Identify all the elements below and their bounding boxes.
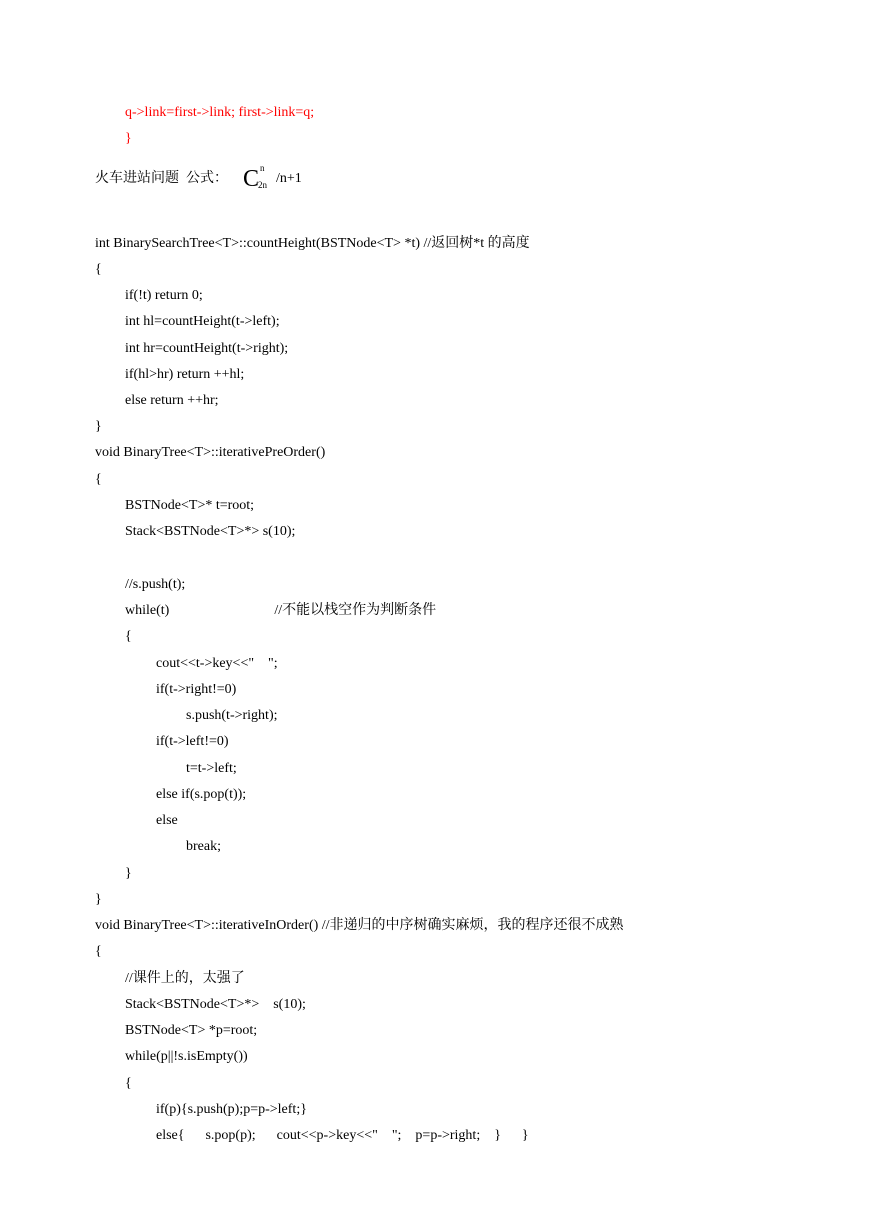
formula-label: 火车进站问题 公式： [95,171,228,186]
code-line: Stack<BSTNode<T>*> s(10); [125,997,306,1012]
code-line: if(hl>hr) return ++hl; [125,367,245,382]
formula-subscript: 2n [258,180,267,190]
code-line: { [95,472,102,487]
code-line: cout<<t->key<<" "; [156,656,278,671]
code-line: BSTNode<T> *p=root; [125,1023,258,1038]
code-line: else return ++hr; [125,393,219,408]
formula-symbol: C [243,166,260,192]
code-line: } [95,892,102,907]
code-line: if(!t) return 0; [125,288,203,303]
code-line: while(t) //不能以栈空作为判断条件 [125,603,437,618]
code-line: break; [186,839,221,854]
code-line: void BinaryTree<T>::iterativeInOrder() //非递归的中序树确实麻烦，我的程序还很不成熟 [95,918,624,933]
code-line: BSTNode<T>* t=root; [125,498,255,513]
code-line: if(t->right!=0) [156,682,237,697]
code-line: while(p||!s.isEmpty()) [125,1049,248,1064]
code-line: else [156,813,178,828]
code-line: { [125,629,132,644]
formula-tail: /n+1 [276,171,302,186]
code-line: Stack<BSTNode<T>*> s(10); [125,524,296,539]
code-line: s.push(t->right); [186,708,278,723]
code-line: if(p){s.push(p);p=p->left;} [156,1102,307,1117]
code-line: } [125,866,132,881]
code-line: t=t->left; [186,761,237,776]
code-line: { [95,262,102,277]
combination-formula [243,163,323,197]
code-line: //课件上的，太强了 [125,971,245,986]
code-line: } [95,419,102,434]
code-line: { [95,944,102,959]
code-line: else if(s.pop(t)); [156,787,247,802]
code-line: int BinarySearchTree<T>::countHeight(BSTNode<T> *t) //返回树*t 的高度 [95,236,530,251]
code-line: { [125,1076,132,1091]
code-line: int hl=countHeight(t->left); [125,314,280,329]
code-line: q->link=first->link; first->link=q; [125,105,315,120]
code-line: int hr=countHeight(t->right); [125,341,289,356]
code-line: if(t->left!=0) [156,734,229,749]
code-line: } [125,131,132,146]
code-line: else{ s.pop(p); cout<<p->key<<" "; p=p->right; } } [156,1128,529,1143]
formula-superscript: n [260,163,265,173]
code-line: void BinaryTree<T>::iterativePreOrder() [95,445,326,460]
code-line: //s.push(t); [125,577,186,592]
